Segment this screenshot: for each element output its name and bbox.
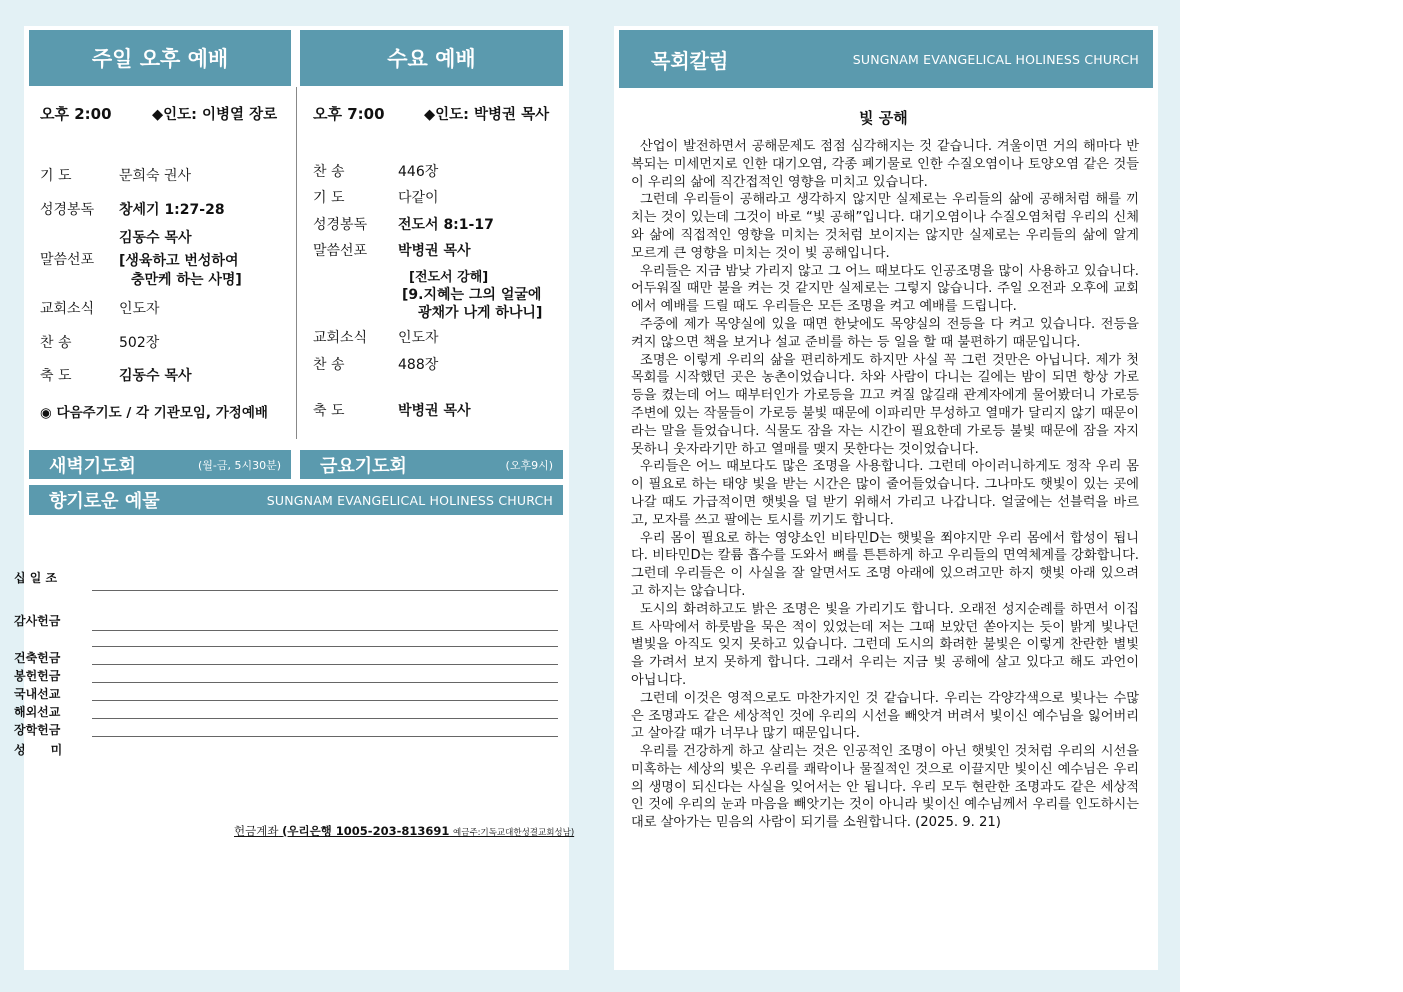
sunday-news-label: 교회소식 bbox=[40, 301, 95, 317]
sunday-hymn-label: 찬 송 bbox=[40, 335, 72, 351]
wednesday-hymn2-value: 488장 bbox=[398, 357, 439, 373]
sunday-note: ◉ 다음주기도 / 각 기관모임, 가정예배 bbox=[40, 405, 268, 421]
offering-item-rice: 성 미 bbox=[14, 743, 63, 757]
sunday-reading-value: 창세기 1:27-28 bbox=[119, 202, 225, 218]
offering-title: 향기로운 예물 bbox=[49, 491, 160, 512]
offering-line bbox=[92, 682, 558, 683]
sunday-prayer-value: 문희숙 권사 bbox=[119, 168, 192, 184]
dawn-prayer-time: (월-금, 5시30분) bbox=[197, 458, 281, 472]
offering-line bbox=[92, 664, 558, 665]
dawn-prayer-bar bbox=[29, 450, 291, 479]
offering-line bbox=[92, 646, 558, 647]
sunday-prayer-label: 기 도 bbox=[40, 168, 72, 184]
wednesday-sermon-title-1: [9.지혜는 그의 얼굴에 bbox=[402, 287, 542, 303]
sunday-time: 오후 2:00 bbox=[40, 105, 112, 123]
sunday-benediction-label: 축 도 bbox=[40, 368, 72, 384]
friday-prayer-bar bbox=[300, 450, 563, 479]
column-paragraph: 도시의 화려하고도 밝은 조명은 빛을 가리기도 합니다. 오래전 성지순례를 하면서 이집트 사막에서 하룻밤을 묵은 적이 있었는데 저는 그때 보았던 쏟아지는 듯이 밝게 빛나던 별빛을 아직도 잊지 못하고 있습니다. 그런데 도시의 화려한 불빛은 이렇게 찬란한 별빛을 가려서 보지 못하게 합니다. 그래서 우리는 지금 빛 공해에 살고 있다고 해도 과언이 아닙니다. bbox=[631, 601, 1139, 688]
sunday-reading-label: 성경봉독 bbox=[40, 202, 95, 218]
column-paragraph: 우리들은 지금 밤낮 가리지 않고 그 어느 때보다도 인공조명을 많이 사용하고 있습니다. 어두워질 때만 불을 켜는 것 같지만 실제로는 그렇지 않습니다. 주일 오전과 오후에 교회에서 예배를 드릴 때도 우리들은 모든 조명을 켜고 예배를 드립니다. bbox=[631, 263, 1139, 315]
column-header-bar bbox=[619, 30, 1153, 88]
wednesday-prayer-value: 다같이 bbox=[398, 190, 439, 206]
wednesday-reading-label: 성경봉독 bbox=[313, 217, 368, 233]
wednesday-hymn2-label: 찬 송 bbox=[313, 357, 345, 373]
offering-item-tithe: 십 일 조 bbox=[14, 571, 58, 585]
column-paragraph: 우리 몸이 필요로 하는 영양소인 비타민D는 햇빛을 쬐야지만 우리 몸에서 합성이 됩니다. 비타민D는 칼륨 흡수를 도와서 뼈를 튼튼하게 하고 우리들의 면역체계를 강화합니다. 그런데 우리들은 이 사실을 잘 알면서도 조명 아래에 있으려고만 하지 햇빛 아래 있으려고 하지는 않습니다. bbox=[631, 530, 1139, 599]
column-paragraph: 그런데 우리들이 공해라고 생각하지 않지만 실제로는 우리들의 삶에 공해처럼 해를 끼치는 것이 있는데 그것이 바로 “빛 공해”입니다. 대기오염이나 수질오염처럼 우리의 신체와 삶에 직접적인 영향을 미치는 것처럼 보이지는 않지만 실제로는 우리들의 삶에 알게 모르게 큰 영향을 미치는 것이 빛 공해입니다. bbox=[631, 192, 1139, 261]
wednesday-preacher: 박병권 목사 bbox=[398, 243, 471, 259]
column-church-name: SUNGNAM EVANGELICAL HOLINESS CHURCH bbox=[852, 51, 1139, 67]
wednesday-news-label: 교회소식 bbox=[313, 330, 368, 346]
sunday-sermon-title-2: 충만케 하는 사명] bbox=[131, 272, 242, 288]
wednesday-sermon-title-2: 광채가 나게 하나니] bbox=[418, 305, 543, 321]
column-title: 빛 공해 bbox=[859, 109, 908, 127]
account-number: (우리은행 1005-203-813691 bbox=[282, 824, 450, 838]
offering-item-foreign-mission: 해외선교 bbox=[14, 705, 61, 719]
sunday-news-value: 인도자 bbox=[119, 301, 160, 317]
wednesday-hymn-label: 찬 송 bbox=[313, 164, 345, 180]
column-paragraph: 그런데 이것은 영적으로도 마찬가지인 것 같습니다. 우리는 각양각색으로 빛나는 수많은 조명과도 같은 세상적인 것에 우리의 시선을 빼앗겨 버려서 빛이신 예수님을 잃어버리고 살아갈 때가 너무나 많기 때문입니다. bbox=[631, 690, 1139, 742]
offering-item-building: 건축헌금 bbox=[14, 651, 61, 665]
offering-line bbox=[92, 630, 558, 631]
wednesday-hymn-value: 446장 bbox=[398, 164, 439, 180]
column-divider bbox=[296, 87, 297, 439]
wednesday-sermon-label: 말씀선포 bbox=[313, 243, 368, 259]
offering-item-domestic-mission: 국내선교 bbox=[14, 687, 61, 701]
column-paragraph: 우리를 건강하게 하고 살리는 것은 인공적인 조명이 아닌 햇빛인 것처럼 우리의 시선을 미혹하는 세상의 빛은 우리를 쾌락이나 물질적인 것으로 이끌지만 빛이신 예수님은 우리의 생명이 되신다는 사실을 잊어서는 안 됩니다. 우리 모두 현란한 조명과도 같은 세상적인 것에 우리의 눈과 마음을 빼앗기는 것이 아니라 빛이신 예수님께서 우리를 인도하시는 대로 살아가는 믿음의 사람이 되기를 소원합니다. (2025. 9. 21) bbox=[631, 744, 1139, 831]
sunday-sermon-title-1: [생육하고 번성하여 bbox=[119, 253, 239, 269]
wednesday-leader: ◆인도: 박병권 목사 bbox=[424, 107, 550, 123]
account-label: 헌금계좌 bbox=[234, 824, 279, 838]
wednesday-benediction-label: 축 도 bbox=[313, 403, 345, 419]
sunday-afternoon-header: 주일 오후 예배 bbox=[29, 30, 291, 86]
column-paragraph: 우리들은 어느 때보다도 많은 조명을 사용합니다. 그런데 아이러니하게도 정작 우리 몸이 필요로 하는 태양 빛을 받는 시간은 많이 줄어들었습니다. 그나마도 햇빛이 있는 곳에 나갈 때도 가급적이면 햇빛을 덜 받기 위해서 가리고 나갑니다. 얼굴에는 선블럭을 바르고, 모자를 쓰고 팔에는 토시를 끼기도 합니다. bbox=[631, 459, 1139, 528]
offering-bar bbox=[29, 485, 563, 515]
wednesday-time: 오후 7:00 bbox=[313, 105, 385, 123]
dawn-prayer-title: 새벽기도회 bbox=[49, 455, 136, 477]
offering-line bbox=[92, 736, 558, 737]
friday-prayer-time: (오후9시) bbox=[505, 458, 553, 472]
column-paragraph: 산업이 발전하면서 공해문제도 점점 심각해지는 것 같습니다. 겨울이면 거의 해마다 반복되는 미세먼지로 인한 대기오염, 각종 폐기물로 인한 수질오염이나 토양오염 같은 것들이 우리의 삶에 직간접적인 영향을 미치고 있습니다. bbox=[631, 139, 1139, 190]
sunday-hymn-value: 502장 bbox=[119, 335, 160, 351]
sunday-leader: ◆인도: 이병열 장로 bbox=[152, 107, 278, 123]
offering-item-scholarship: 장학헌금 bbox=[14, 723, 61, 737]
offering-line bbox=[92, 718, 558, 719]
offering-account bbox=[234, 823, 574, 839]
wednesday-news-value: 인도자 bbox=[398, 330, 439, 346]
wednesday-header: 수요 예배 bbox=[300, 30, 563, 86]
friday-prayer-title: 금요기도회 bbox=[320, 455, 407, 477]
offering-line bbox=[92, 590, 558, 591]
column-header-title: 목회칼럼 bbox=[651, 48, 729, 73]
column-paragraph: 조명은 이렇게 우리의 삶을 편리하게도 하지만 사실 꼭 그런 것만은 아닙니다. 제가 첫 목회를 시작했던 곳은 농촌이었습니다. 차와 사람이 다니는 길에는 밤이 되면 항상 가로등을 켰는데 어느 때부터인가 가로등을 끄고 켜질 않길래 관계자에게 물어봤더니 가로등 주변에 있는 작물들이 가로등 불빛 때문에 이파리만 무성하고 열매가 달리지 않기 때문이라는 말을 들었습니다. 식물도 잠을 자는 시간이 필요한데 가로등 불빛 때문에 잠을 자지 못하니 웃자라기만 하고 열매를 맺지 못한다는 것이었습니다. bbox=[631, 352, 1139, 457]
offering-church-name: SUNGNAM EVANGELICAL HOLINESS CHURCH bbox=[266, 492, 553, 508]
account-holder: 예금주:기독교대한성결교회성남) bbox=[453, 828, 575, 838]
offering-item-thanks: 감사헌금 bbox=[14, 614, 61, 628]
column-body bbox=[631, 138, 1139, 832]
wednesday-benediction-value: 박병권 목사 bbox=[398, 403, 471, 419]
sunday-benediction-value: 김동수 목사 bbox=[119, 368, 192, 384]
sunday-preacher: 김동수 목사 bbox=[119, 230, 192, 246]
offering-line bbox=[92, 700, 558, 701]
sunday-sermon-label: 말씀선포 bbox=[40, 252, 95, 268]
wednesday-prayer-label: 기 도 bbox=[313, 190, 345, 206]
wednesday-sermon-series: [전도서 강해] bbox=[409, 270, 489, 285]
wednesday-reading-value: 전도서 8:1-17 bbox=[398, 217, 494, 233]
column-paragraph: 주중에 제가 목양실에 있을 때면 한낮에도 목양실의 전등을 다 켜고 있습니다. 전등을 켜지 않으면 책을 보거나 설교 준비를 하는 등 일을 할 때 불편하기 때문입니다. bbox=[631, 316, 1139, 350]
offering-item-dedication: 봉헌헌금 bbox=[14, 669, 61, 683]
